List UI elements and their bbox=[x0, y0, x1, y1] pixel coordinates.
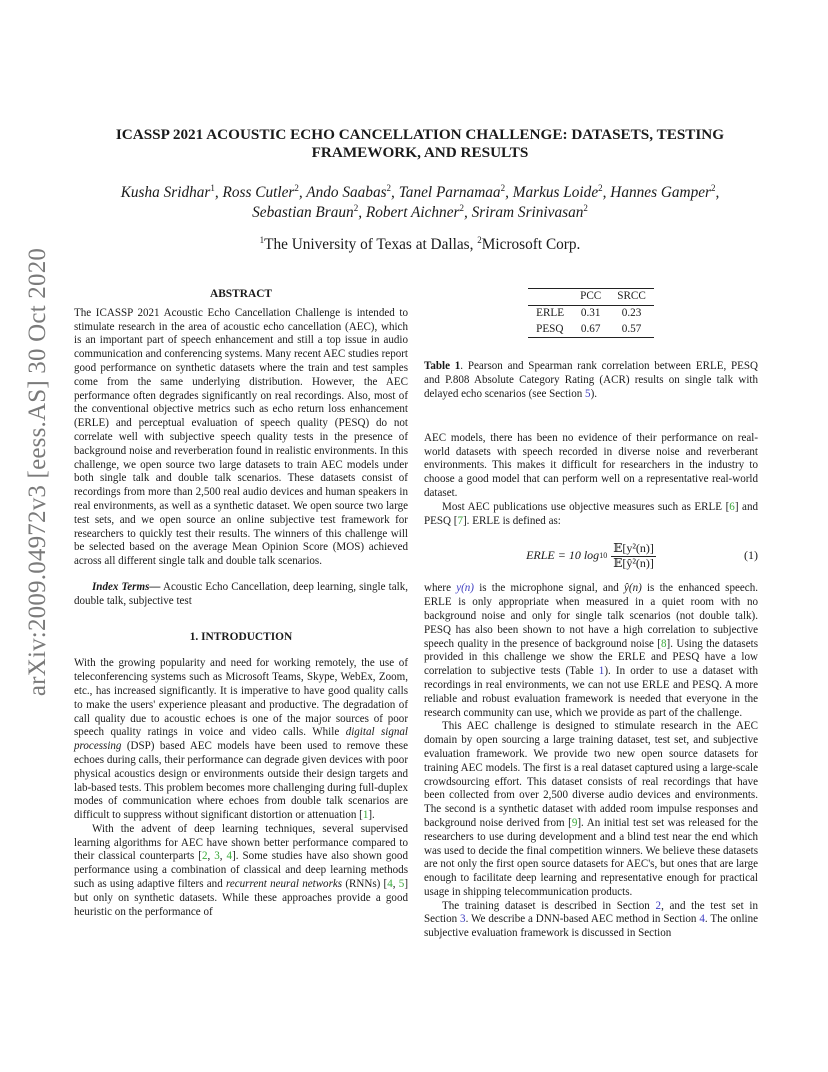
table-row: ERLE 0.31 0.23 bbox=[528, 305, 654, 321]
table-1 bbox=[528, 288, 654, 338]
abstract-text: The ICASSP 2021 Acoustic Echo Cancellation Challenge is intended to stimulate research in the area of acoustic echo cancellation (AEC), which is an important part of speech enhancement and still a top issue in audio communication and conferencing systems. Many recent AEC studies report good performance on synthetic datasets where the train and test samples come from the same underlying distribution. However, the AEC performance often degrades significantly on real recordings. Also, most of the conventional objective metrics such as echo return loss enhancement (ERLE) and perceptual evaluation of speech quality (PESQ) do not correlate well with subjective speech quality tests in the presence of background noise and reverberation found in realistic environments. In this challenge, we open source two large datasets to train AEC models under both single talk and double talk scenarios. These datasets consist of recordings from more than 2,500 real audio devices and human speakers in real environments, as well as a synthetic dataset. We open source two large test sets, and we open source an online subjective test framework for researchers to quickly test their results. The winners of this challenge will be selected based on the average Mean Opinion Score (MOS) achieved across all different single talk and double talk scenarios. bbox=[74, 306, 408, 568]
table-link[interactable]: 1 bbox=[598, 665, 605, 678]
author: Hannes Gamper$^2$ bbox=[610, 182, 716, 201]
introduction-heading: 1. INTRODUCTION bbox=[189, 630, 293, 643]
author: Sriram Srinivasan$^2$ bbox=[471, 202, 588, 221]
abstract-heading: ABSTRACT bbox=[209, 288, 273, 300]
index-terms: Index Terms— Acoustic Echo Cancellation, deep learning, single talk, double talk, subjective test bbox=[74, 580, 408, 607]
section-link[interactable]: 4 bbox=[699, 913, 705, 926]
table-row: PESQ 0.67 0.57 bbox=[528, 322, 654, 338]
citation-link[interactable]: 1 bbox=[362, 809, 369, 822]
citation-link[interactable]: 6 bbox=[729, 500, 735, 513]
section-link[interactable]: 3 bbox=[460, 913, 466, 926]
citation-link[interactable]: 4 bbox=[387, 878, 393, 891]
author: Ross Cutler$^2$ bbox=[222, 182, 299, 201]
table-header-row bbox=[528, 289, 654, 306]
citation-link[interactable]: 4 bbox=[226, 850, 233, 863]
citation-link[interactable]: 7 bbox=[457, 514, 463, 527]
column-header: SRCC bbox=[617, 290, 646, 302]
table-caption: Table 1. Pearson and Spearman rank correlation between ERLE, PESQ and P.808 Absolute Category Rating (ACR) results on single talk with delayed echo scenarios (see Section 5). bbox=[424, 360, 758, 400]
citation-link[interactable]: 2 bbox=[201, 850, 208, 863]
equation-erle: ERLE = 10 log 10 $\frac{\text{𝔼[y²(n)]}}{\text{𝔼[ŷ²(n)]}}$ (1) bbox=[526, 541, 758, 570]
right-paragraph-4: This AEC challenge is designed to stimulate research in the AEC domain by open sourcing a large training dataset, test set, and subjective evaluation framework. We provide two new open source datasets for training AEC models. The first is a real dataset captured using a large-scale crowdsourcing effort. This dataset consists of real recordings that have been collected from over 2,500 diverse audio devices and environments. The second is a synthetic dataset with added room impulse responses and background noise derived from [9]. An initial test set was released for the researchers to use during development and a blind test near the end which was used to decide the final competition winners. We believe these datasets are not only the first open source datasets for AEC's, but ones that are large enough to facilitate deep learning and representative enough for practical usage in shipping telecommunication products. bbox=[424, 720, 758, 898]
author: Tanel Parnamaa$^2$ bbox=[398, 182, 506, 201]
arxiv-identifier: arXiv:2009.04972v3 [eess.AS] 30 Oct 2020 bbox=[24, 247, 51, 697]
author-list: Kusha Sridhar$^1$, Ross Cutler$^2$, Ando Saabas$^2$, Tanel Parnamaa$^2$, Markus Loide$^2$, Hannes Gamper$^2$, Sebastian Braun$^2$, Robert Aichner$^2$, Sriram Srinivasan$^2$ bbox=[120, 182, 720, 221]
section-link[interactable]: 2 bbox=[655, 899, 662, 912]
author: Markus Loide$^2$ bbox=[512, 182, 603, 201]
intro-paragraph-2: With the advent of deep learning techniques, several supervised learning algorithms for AEC have shown better performance compared to their classical counterparts [2, 3, 4]. Some studies have also shown good performance using a combination of classical and deep learning methods such as using adaptive filters and recurrent neural networks (RNNs) [4, 5] but only on synthetic datasets. While these approaches provide a good heuristic on the performance of bbox=[74, 822, 408, 918]
citation-link[interactable]: 5 bbox=[398, 878, 405, 891]
citation-link[interactable]: 3 bbox=[214, 850, 220, 863]
citation-link[interactable]: 9 bbox=[571, 816, 578, 829]
author: Sebastian Braun$^2$ bbox=[252, 202, 359, 221]
author: Ando Saabas$^2$ bbox=[306, 182, 392, 201]
affiliations: $^1$The University of Texas at Dallas, $^2$Microsoft Corp. bbox=[259, 234, 581, 253]
right-column bbox=[424, 288, 758, 941]
right-paragraph-3: where y(n) is the microphone signal, and ŷ(n) is the enhanced speech. ERLE is only appropriate when measured in a quiet room with no background noise and only for single talk scenarios (not double talk). PESQ has also been shown to not have a high correlation to subjective speech quality in the presence of background noise [8]. Using the datasets provided in this challenge we show the ERLE and PESQ have a low correlation to subjective tests (Table 1). In order to use a dataset with recordings in real environments, we can not use ERLE and PESQ. A more reliable and robust evaluation framework is needed that everyone in the research community can use, which we provide as part of the challenge. bbox=[424, 582, 758, 719]
right-paragraph-2: Most AEC publications use objective measures such as ERLE [6] and PESQ [7]. ERLE is defined as: bbox=[424, 500, 758, 527]
equation-number: (1) bbox=[744, 548, 758, 563]
arxiv-stamp bbox=[18, 247, 58, 697]
section-link[interactable]: 5 bbox=[585, 387, 591, 400]
left-column bbox=[74, 288, 408, 919]
intro-paragraph-1: With the growing popularity and need for working remotely, the use of teleconferencing systems such as Microsoft Teams, Skype, WebEx, Zoom, etc., has increased significantly. It is imperative to have good quality calls to make the users' experience pleasant and productive. The degradation of call quality due to acoustic echoes is one of the major sources of poor speech quality ratings in voice and video calls. While digital signal processing (DSP) based AEC models have been used to remove these echoes during calls, their performance can degrade given devices with poor physical acoustics design or environments outside their design targets and lab-based tests. This problem becomes more challenging during full-duplex modes of communication where echoes from double talk scenarios are difficult to suppress without significant distortion or attenuation [1]. bbox=[74, 657, 408, 822]
column-header: PCC bbox=[580, 290, 602, 302]
right-paragraph-1: AEC models, there has been no evidence of their performance on real-world datasets with speech recorded in diverse noise and reverberant environments. This makes it difficult for researchers in the industry to choose a good model that can perform well on a representative real-world dataset. bbox=[424, 431, 758, 499]
author: Kusha Sridhar$^1$ bbox=[120, 182, 215, 201]
author: Robert Aichner$^2$ bbox=[365, 202, 464, 221]
citation-link[interactable]: 8 bbox=[660, 637, 667, 650]
right-paragraph-5: The training dataset is described in Section 2, and the test set in Section 3. We describe a DNN-based AEC method in Section 4. The online subjective evaluation framework is discussed in Section bbox=[424, 899, 759, 940]
paper-title: ICASSP 2021 ACOUSTIC ECHO CANCELLATION CHALLENGE: DATASETS, TESTING FRAMEWORK, AND RESULTS bbox=[115, 126, 725, 161]
